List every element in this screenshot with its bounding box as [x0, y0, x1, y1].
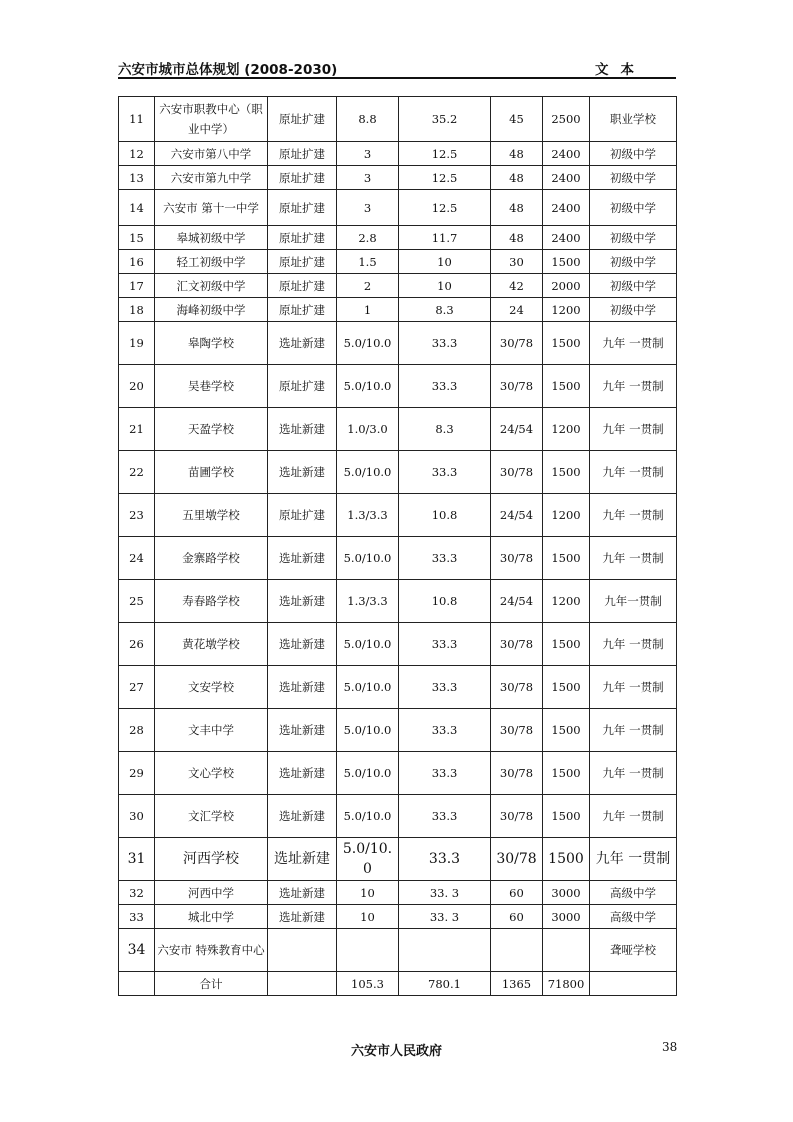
table-row — [119, 905, 677, 929]
cell-area: 5.0/10.0 — [337, 322, 399, 365]
cell-building: 33.3 — [399, 365, 491, 408]
cell-building: 11.7 — [399, 226, 491, 250]
cell-area: 5.0/10.0 — [337, 365, 399, 408]
table-row — [119, 795, 677, 838]
cell-type: 九年一贯制 — [590, 580, 677, 623]
cell-students: 1200 — [543, 580, 590, 623]
cell-no: 32 — [119, 881, 155, 905]
document-title: 六安市城市总体规划 (2008-2030) — [118, 62, 338, 78]
cell-name: 汇文初级中学 — [155, 274, 268, 298]
cell-building: 33. 3 — [399, 905, 491, 929]
cell-mode: 原址扩建 — [268, 226, 337, 250]
cell-classes — [491, 929, 543, 972]
cell-classes: 24/54 — [491, 408, 543, 451]
page-footer-org: 六安市人民政府 — [350, 1044, 442, 1059]
cell-mode: 选址新建 — [268, 709, 337, 752]
cell-no: 22 — [119, 451, 155, 494]
cell-students: 1500 — [543, 451, 590, 494]
cell-type: 初级中学 — [590, 190, 677, 226]
cell-no: 12 — [119, 142, 155, 166]
cell-classes: 24/54 — [491, 494, 543, 537]
cell-no: 15 — [119, 226, 155, 250]
cell-students: 1200 — [543, 298, 590, 322]
cell-no: 20 — [119, 365, 155, 408]
cell-type: 高级中学 — [590, 881, 677, 905]
cell-type: 九年 一贯制 — [590, 838, 677, 881]
cell-no: 34 — [119, 929, 155, 972]
cell-name: 文安学校 — [155, 666, 268, 709]
cell-name: 河西学校 — [155, 838, 268, 881]
cell-mode: 原址扩建 — [268, 274, 337, 298]
cell-name: 吴巷学校 — [155, 365, 268, 408]
table-row — [119, 166, 677, 190]
cell-students: 2400 — [543, 226, 590, 250]
cell-no: 14 — [119, 190, 155, 226]
cell-type: 九年 一贯制 — [590, 322, 677, 365]
cell-classes: 30/78 — [491, 537, 543, 580]
cell-type: 九年 一贯制 — [590, 709, 677, 752]
cell-classes: 48 — [491, 166, 543, 190]
cell-students: 1500 — [543, 250, 590, 274]
cell-classes: 30/78 — [491, 623, 543, 666]
cell-no: 21 — [119, 408, 155, 451]
table-row — [119, 142, 677, 166]
cell-area: 10 — [337, 881, 399, 905]
cell-mode: 选址新建 — [268, 537, 337, 580]
cell-building: 8.3 — [399, 408, 491, 451]
cell-type: 九年 一贯制 — [590, 494, 677, 537]
cell-building: 33.3 — [399, 838, 491, 881]
table-row — [119, 881, 677, 905]
cell-building: 33.3 — [399, 623, 491, 666]
cell-students: 1200 — [543, 408, 590, 451]
cell-building: 33.3 — [399, 709, 491, 752]
table-row — [119, 580, 677, 623]
cell-classes: 30/78 — [491, 365, 543, 408]
cell-no: 30 — [119, 795, 155, 838]
table-row — [119, 274, 677, 298]
total-blank-no — [119, 972, 155, 996]
cell-area: 3 — [337, 190, 399, 226]
table-row — [119, 408, 677, 451]
page-number: 38 — [662, 1040, 678, 1054]
cell-mode: 原址扩建 — [268, 298, 337, 322]
table-row — [119, 365, 677, 408]
cell-type: 高级中学 — [590, 905, 677, 929]
cell-area: 5.0/10.0 — [337, 537, 399, 580]
cell-students: 1200 — [543, 494, 590, 537]
cell-mode: 原址扩建 — [268, 494, 337, 537]
cell-classes: 30/78 — [491, 322, 543, 365]
cell-classes: 30/78 — [491, 666, 543, 709]
cell-students: 1500 — [543, 623, 590, 666]
cell-students: 2400 — [543, 142, 590, 166]
cell-students: 2000 — [543, 274, 590, 298]
table-row — [119, 298, 677, 322]
cell-building: 33.3 — [399, 752, 491, 795]
cell-mode: 选址新建 — [268, 881, 337, 905]
cell-mode: 原址扩建 — [268, 190, 337, 226]
cell-mode: 原址扩建 — [268, 365, 337, 408]
cell-building: 35.2 — [399, 97, 491, 142]
cell-mode: 选址新建 — [268, 752, 337, 795]
cell-area: 5.0/10.0 — [337, 451, 399, 494]
cell-name: 河西中学 — [155, 881, 268, 905]
cell-area: 2.8 — [337, 226, 399, 250]
cell-building: 33.3 — [399, 322, 491, 365]
cell-students — [543, 929, 590, 972]
cell-name: 寿春路学校 — [155, 580, 268, 623]
cell-area: 5.0/10.0 — [337, 752, 399, 795]
cell-building: 10 — [399, 274, 491, 298]
total-building: 780.1 — [399, 972, 491, 996]
cell-area: 1.3/3.3 — [337, 580, 399, 623]
cell-no: 31 — [119, 838, 155, 881]
cell-no: 11 — [119, 97, 155, 142]
cell-classes: 60 — [491, 881, 543, 905]
cell-students: 2400 — [543, 190, 590, 226]
table-row — [119, 929, 677, 972]
cell-area — [337, 929, 399, 972]
cell-building: 10.8 — [399, 580, 491, 623]
cell-no: 18 — [119, 298, 155, 322]
cell-classes: 45 — [491, 97, 543, 142]
cell-type: 九年 一贯制 — [590, 537, 677, 580]
schools-table — [118, 96, 677, 996]
cell-mode: 原址扩建 — [268, 166, 337, 190]
cell-mode: 选址新建 — [268, 905, 337, 929]
cell-classes: 24/54 — [491, 580, 543, 623]
cell-building: 33. 3 — [399, 881, 491, 905]
cell-classes: 30/78 — [491, 752, 543, 795]
cell-mode: 选址新建 — [268, 580, 337, 623]
cell-building: 12.5 — [399, 166, 491, 190]
cell-area: 1.0/3.0 — [337, 408, 399, 451]
cell-mode: 选址新建 — [268, 322, 337, 365]
table-row — [119, 623, 677, 666]
cell-type: 初级中学 — [590, 298, 677, 322]
cell-type: 九年 一贯制 — [590, 408, 677, 451]
cell-no: 33 — [119, 905, 155, 929]
table-row — [119, 250, 677, 274]
cell-name: 六安市 第十一中学 — [155, 190, 268, 226]
cell-building: 33.3 — [399, 795, 491, 838]
cell-name: 文心学校 — [155, 752, 268, 795]
cell-type: 九年 一贯制 — [590, 451, 677, 494]
cell-students: 1500 — [543, 838, 590, 881]
schools-table-body — [119, 97, 677, 996]
cell-name: 金寨路学校 — [155, 537, 268, 580]
cell-mode: 原址扩建 — [268, 97, 337, 142]
cell-type: 初级中学 — [590, 226, 677, 250]
cell-name: 文汇学校 — [155, 795, 268, 838]
cell-name: 轻工初级中学 — [155, 250, 268, 274]
total-area: 105.3 — [337, 972, 399, 996]
cell-classes: 30 — [491, 250, 543, 274]
table-row — [119, 709, 677, 752]
cell-classes: 24 — [491, 298, 543, 322]
schools-table-container — [118, 96, 676, 996]
cell-area: 10 — [337, 905, 399, 929]
cell-classes: 30/78 — [491, 451, 543, 494]
cell-name: 六安市第八中学 — [155, 142, 268, 166]
cell-name: 六安市职教中心（职业中学） — [155, 97, 268, 142]
cell-no: 25 — [119, 580, 155, 623]
cell-name: 苗圃学校 — [155, 451, 268, 494]
page-header — [118, 56, 676, 76]
cell-students: 1500 — [543, 795, 590, 838]
cell-type: 九年 一贯制 — [590, 623, 677, 666]
table-row — [119, 752, 677, 795]
cell-students: 1500 — [543, 666, 590, 709]
cell-classes: 48 — [491, 142, 543, 166]
cell-classes: 48 — [491, 226, 543, 250]
table-row — [119, 494, 677, 537]
cell-mode: 原址扩建 — [268, 142, 337, 166]
cell-name: 皋城初级中学 — [155, 226, 268, 250]
cell-name: 六安市第九中学 — [155, 166, 268, 190]
cell-area: 5.0/10.0 — [337, 838, 399, 881]
cell-name: 黄花墩学校 — [155, 623, 268, 666]
total-classes: 1365 — [491, 972, 543, 996]
table-row — [119, 838, 677, 881]
cell-classes: 30/78 — [491, 795, 543, 838]
cell-no: 29 — [119, 752, 155, 795]
cell-type: 聋哑学校 — [590, 929, 677, 972]
cell-classes: 48 — [491, 190, 543, 226]
cell-no: 19 — [119, 322, 155, 365]
cell-area: 5.0/10.0 — [337, 795, 399, 838]
cell-area: 8.8 — [337, 97, 399, 142]
cell-mode: 选址新建 — [268, 666, 337, 709]
cell-type: 初级中学 — [590, 166, 677, 190]
cell-students: 1500 — [543, 322, 590, 365]
cell-area: 1.5 — [337, 250, 399, 274]
cell-mode: 选址新建 — [268, 408, 337, 451]
cell-building: 8.3 — [399, 298, 491, 322]
cell-students: 2500 — [543, 97, 590, 142]
cell-students: 3000 — [543, 905, 590, 929]
cell-students: 1500 — [543, 752, 590, 795]
cell-no: 16 — [119, 250, 155, 274]
cell-mode — [268, 929, 337, 972]
cell-no: 23 — [119, 494, 155, 537]
cell-students: 1500 — [543, 537, 590, 580]
cell-type: 职业学校 — [590, 97, 677, 142]
table-row — [119, 666, 677, 709]
cell-area: 1.3/3.3 — [337, 494, 399, 537]
cell-type: 初级中学 — [590, 142, 677, 166]
cell-classes: 30/78 — [491, 838, 543, 881]
total-row — [119, 972, 677, 996]
cell-building: 10 — [399, 250, 491, 274]
cell-no: 17 — [119, 274, 155, 298]
cell-type: 初级中学 — [590, 250, 677, 274]
cell-name: 文丰中学 — [155, 709, 268, 752]
table-row — [119, 322, 677, 365]
cell-students: 1500 — [543, 365, 590, 408]
document-section-label: 文本 — [595, 62, 646, 78]
cell-building — [399, 929, 491, 972]
cell-name: 天盈学校 — [155, 408, 268, 451]
cell-name: 城北中学 — [155, 905, 268, 929]
cell-area: 2 — [337, 274, 399, 298]
cell-no: 13 — [119, 166, 155, 190]
cell-mode: 原址扩建 — [268, 250, 337, 274]
cell-building: 33.3 — [399, 537, 491, 580]
cell-area: 5.0/10.0 — [337, 623, 399, 666]
cell-name: 五里墩学校 — [155, 494, 268, 537]
cell-building: 12.5 — [399, 190, 491, 226]
cell-building: 10.8 — [399, 494, 491, 537]
cell-name: 海峰初级中学 — [155, 298, 268, 322]
cell-mode: 选址新建 — [268, 795, 337, 838]
cell-area: 3 — [337, 166, 399, 190]
cell-classes: 42 — [491, 274, 543, 298]
cell-no: 27 — [119, 666, 155, 709]
cell-type: 九年 一贯制 — [590, 752, 677, 795]
table-row — [119, 537, 677, 580]
total-students: 71800 — [543, 972, 590, 996]
cell-building: 12.5 — [399, 142, 491, 166]
cell-type: 九年 一贯制 — [590, 666, 677, 709]
cell-mode: 选址新建 — [268, 451, 337, 494]
cell-no: 28 — [119, 709, 155, 752]
table-row — [119, 190, 677, 226]
table-row — [119, 451, 677, 494]
total-blank-type — [590, 972, 677, 996]
cell-students: 1500 — [543, 709, 590, 752]
cell-area: 5.0/10.0 — [337, 666, 399, 709]
cell-building: 33.3 — [399, 451, 491, 494]
cell-name: 六安市 特殊教育中心 — [155, 929, 268, 972]
cell-area: 5.0/10.0 — [337, 709, 399, 752]
cell-type: 九年 一贯制 — [590, 795, 677, 838]
table-row — [119, 226, 677, 250]
total-blank-mode — [268, 972, 337, 996]
cell-type: 九年 一贯制 — [590, 365, 677, 408]
cell-name: 皋陶学校 — [155, 322, 268, 365]
cell-mode: 选址新建 — [268, 838, 337, 881]
table-row — [119, 97, 677, 142]
cell-classes: 60 — [491, 905, 543, 929]
cell-mode: 选址新建 — [268, 623, 337, 666]
cell-students: 3000 — [543, 881, 590, 905]
header-rule — [118, 77, 676, 79]
cell-type: 初级中学 — [590, 274, 677, 298]
total-label: 合计 — [155, 972, 268, 996]
cell-no: 24 — [119, 537, 155, 580]
cell-classes: 30/78 — [491, 709, 543, 752]
cell-area: 3 — [337, 142, 399, 166]
cell-no: 26 — [119, 623, 155, 666]
cell-students: 2400 — [543, 166, 590, 190]
cell-building: 33.3 — [399, 666, 491, 709]
cell-area: 1 — [337, 298, 399, 322]
